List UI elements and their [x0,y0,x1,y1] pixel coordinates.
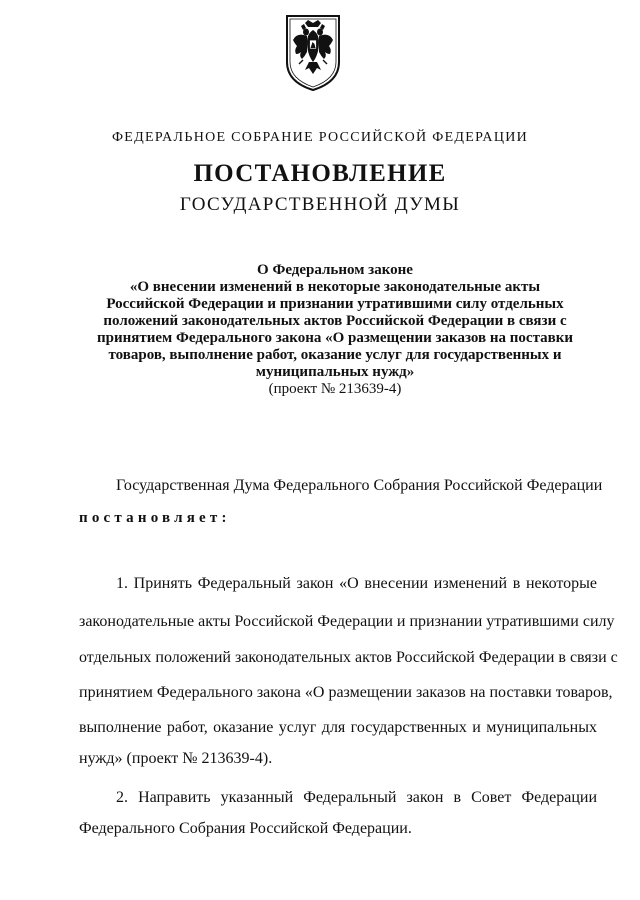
document-type-heading: ПОСТАНОВЛЕНИЕ [193,160,447,187]
paragraph-1-line: 1. Принять Федеральный закон «О внесении изменений в некоторые [116,575,597,592]
paragraph-1-line: принятием Федерального закона «О размещении заказов на поставки товаров, [79,684,613,701]
document-title [80,262,590,398]
title-line: «О внесении изменений в некоторые законодательные акты [129,279,541,295]
title-line: О Федеральном законе [257,262,413,278]
paragraph-2-line: 2. Направить указанный Федеральный закон в Совет Федерации [116,789,597,806]
title-line: положений законодательных актов Российской Федерации в связи с [103,313,567,329]
title-line: принятием Федерального закона «О размещении заказов на поставки [96,330,574,346]
russian-coat-of-arms-icon [281,10,345,94]
paragraph-1-line: нужд» (проект № 213639-4). [79,750,273,767]
project-number: (проект № 213639-4) [268,381,402,397]
duma-statement: Государственная Дума Федерального Собрания Российской Федерации [116,477,603,494]
paragraph-1-line: законодательные акты Российской Федерации и признании утратившими силу [79,613,615,630]
paragraph-1-line: отдельных положений законодательных актов Российской Федерации в связи с [79,649,618,666]
title-line: товаров, выполнение работ, оказание услуг для государственных и [108,347,562,363]
title-line: Российской Федерации и признании утратившими силу отдельных [106,296,564,312]
resolves-word: постановляет: [79,510,231,526]
issuer-heading: ГОСУДАРСТВЕННОЙ ДУМЫ [179,194,461,215]
federal-assembly-heading: ФЕДЕРАЛЬНОЕ СОБРАНИЕ РОССИЙСКОЙ ФЕДЕРАЦИИ [111,130,529,145]
paragraph-1-line: выполнение работ, оказание услуг для государственных и муниципальных [79,719,597,736]
title-line: муниципальных нужд» [255,364,415,380]
paragraph-2-line: Федерального Собрания Российской Федерации. [79,820,412,837]
